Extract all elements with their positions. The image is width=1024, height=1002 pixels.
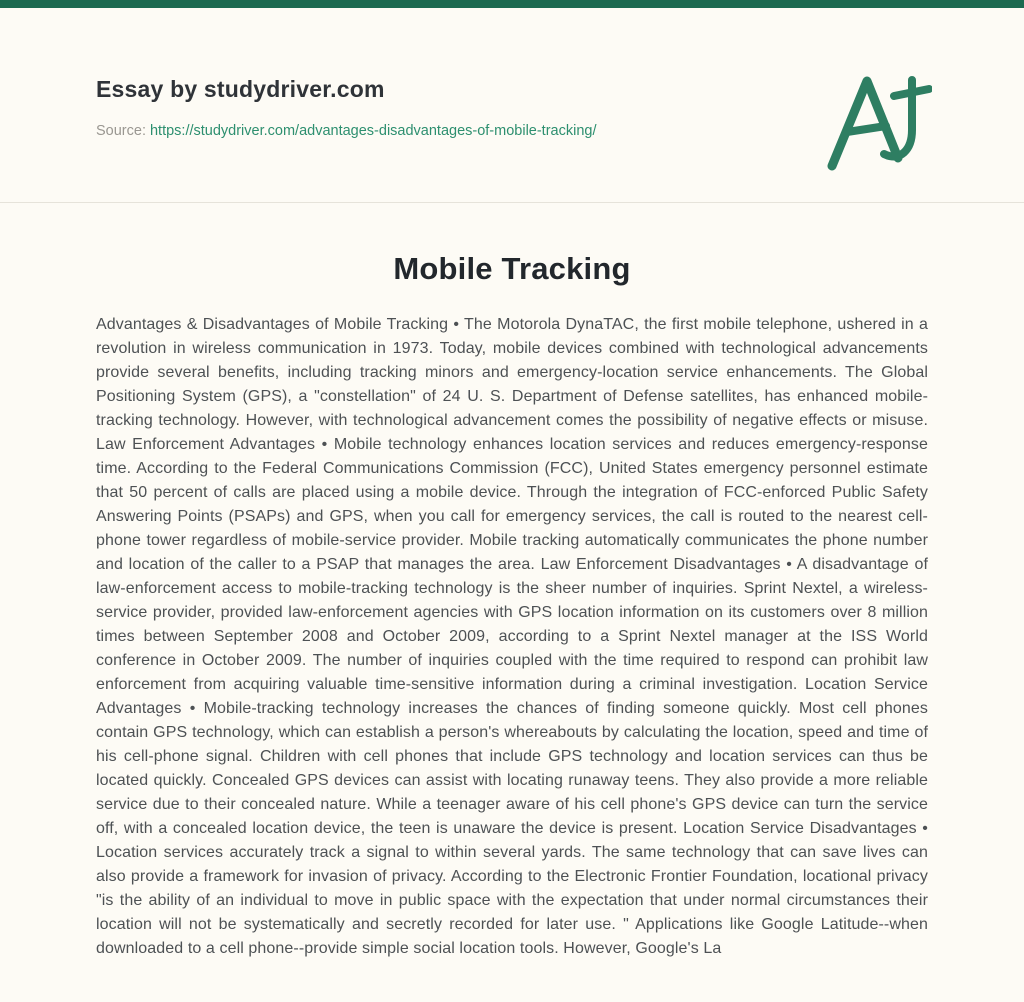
essay-title: Mobile Tracking: [393, 251, 631, 286]
source-url-link[interactable]: https://studydriver.com/advantages-disadvantages-of-mobile-tracking/: [149, 123, 597, 139]
site-heading: Essay by studydriver.com: [96, 76, 385, 102]
essay-content: [0, 251, 1024, 961]
source-line: [96, 123, 928, 139]
source-label: Source:: [96, 123, 146, 139]
essay-body: Advantages & Disadvantages of Mobile Tracking • The Motorola DynaTAC, the first mobile telephone, ushered in a revolution in wireless communication in 1973. Today, mobile devices combined with technological advancements provide several benefits, including tracking minors and emergency-location service enhancements. The Global Positioning System (GPS), a "constellation" of 24 U. S. Department of Defense satellites, has enhanced mobile-tracking technology. However, with technological advancement comes the possibility of negative effects or misuse. Law Enforcement Advantages • Mobile technology enhances location services and reduces emergency-response time. According to the Federal Communications Commission (FCC), United States emergency personnel estimate that 50 percent of calls are placed using a mobile device. Through the integration of FCC-enforced Public Safety Answering Points (PSAPs) and GPS, when you call for emergency services, the call is routed to the nearest cell-phone tower regardless of mobile-service provider. Mobile tracking automatically communicates the phone number and location of the caller to a PSAP that manages the area. Law Enforcement Disadvantages • A disadvantage of law-enforcement access to mobile-tracking technology is the sheer number of inquiries. Sprint Nextel, a wireless-service provider, provided law-enforcement agencies with GPS location information on its customers over 8 million times between September 2008 and October 2009, according to a Sprint Nextel manager at the ISS World conference in October 2009. The number of inquiries coupled with the time required to respond can prohibit law enforcement from acquiring valuable time-sensitive information during a criminal investigation. Location Service Advantages • Mobile-tracking technology increases the chances of finding someone quickly. Most cell phones contain GPS technology, which can establish a person's whereabouts by calculating the location, speed and time of his cell-phone signal. Children with cell phones that include GPS technology and location services can thus be located quickly. Concealed GPS devices can assist with locating runaway teens. They also provide a more reliable service due to their concealed nature. While a teenager aware of his cell phone's GPS device can turn the service off, with a concealed location device, the teen is unaware the device is present. Location Service Disadvantages • Location services accurately track a signal to within several yards. The same technology that can save lives can also provide a framework for invasion of privacy. According to the Electronic Frontier Foundation, locational privacy "is the ability of an individual to move in public space with the expectation that under normal circumstances their location will not be systematically and secretly recorded for later use. " Applications like Google Latitude--when downloaded to a cell phone--provide simple social location tools. However, Google's La: [96, 316, 928, 957]
studydriver-logo-icon: [826, 72, 932, 172]
top-accent-bar: [0, 0, 1024, 8]
page-header: [0, 8, 1024, 202]
header-divider: [0, 202, 1024, 203]
